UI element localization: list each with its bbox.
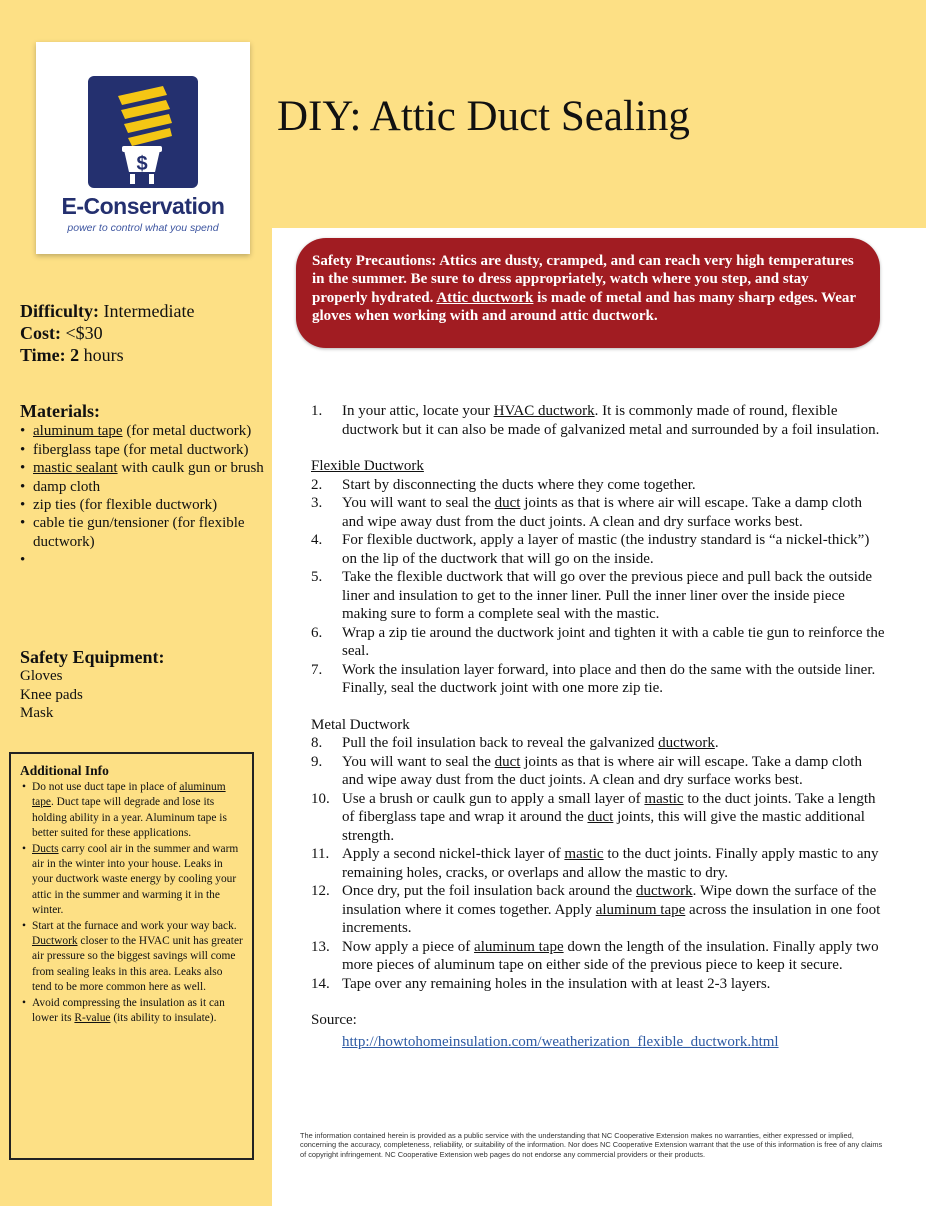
step-number: 6.: [311, 624, 323, 641]
step-text: joints as that is where air will escape. Take a damp cloth and wipe away dust from the duct joints. A clean and dry surface works best.: [342, 753, 862, 788]
step-link[interactable]: mastic: [644, 790, 684, 807]
source-link[interactable]: http://howtohomeinsulation.com/weatherization_flexible_ductwork.html: [342, 1033, 779, 1050]
logo-mark: [88, 76, 198, 188]
material-link[interactable]: aluminum tape: [33, 423, 123, 440]
project-stats: [20, 300, 194, 366]
step-number: 8.: [311, 735, 323, 751]
step-text: Take the flexible ductwork that will go over the previous piece and pull back the outside liner and insulation to get to the inner liner. Pull the inner liner over the inside piece making sure to form a complete seal with the mastic.: [342, 569, 873, 622]
step-text: joints as that is where air will escape. Take a damp cloth and wipe away dust from the duct joints. A clean and dry surface works best.: [342, 495, 862, 530]
step-link[interactable]: duct: [587, 809, 614, 825]
materials-heading: Materials:: [20, 401, 100, 421]
list-item: [32, 780, 244, 842]
step-link[interactable]: ductwork: [635, 883, 693, 899]
step-number: 4.: [311, 532, 323, 548]
step-text: Wrap a zip tie around the ductwork joint and tighten it with a cable tie gun to reinforce the seal.: [342, 624, 885, 659]
step-text: Tape over any remaining holes in the insulation with at least 2-3 layers.: [342, 975, 771, 992]
list-item-empty: [33, 551, 265, 569]
tip-link[interactable]: Ducts: [32, 842, 59, 855]
step-6: [311, 624, 886, 661]
material-text: with caulk gun or brush: [117, 460, 264, 477]
additional-info-heading: Additional Info: [20, 763, 109, 778]
step-link[interactable]: duct: [494, 753, 521, 770]
step-2: [311, 476, 886, 495]
additional-info-list: [20, 780, 244, 1027]
material-text: cable tie gun/tensioner (for flexible ductwork): [33, 515, 245, 550]
cost-row: [20, 322, 194, 344]
list-item: [33, 441, 265, 459]
safety-text: is made of metal and has many sharp edges. Wear gloves when working with and around attic ductwork.: [312, 289, 856, 324]
step-number: 1.: [311, 403, 323, 419]
materials-list: [20, 422, 265, 569]
tip-link[interactable]: R-value: [74, 1012, 111, 1025]
step-link[interactable]: mastic: [564, 846, 604, 862]
safety-precautions-box: [296, 238, 880, 348]
metal-ductwork-heading: Metal Ductwork: [311, 716, 410, 733]
cost-label: Cost:: [20, 323, 61, 343]
list-item: [33, 514, 265, 551]
difficulty-label: Difficulty:: [20, 301, 99, 321]
step-text: . It is commonly made of round, flexible ductwork but it can also be made of galvanized metal and surrounded by a foil insulation.: [342, 403, 880, 438]
list-item: [33, 496, 265, 514]
step-link[interactable]: aluminum tape: [474, 938, 564, 955]
step-text: .: [714, 735, 719, 751]
step-number: 2.: [311, 476, 323, 493]
step-number: 5.: [311, 569, 323, 585]
step-text: Apply a second nickel-thick layer of: [342, 846, 565, 862]
source-section: [311, 1011, 886, 1051]
step-number: 12.: [311, 883, 330, 899]
step-number: 9.: [311, 753, 323, 770]
list-item: [33, 478, 265, 496]
lightbulb-dollar-icon: [88, 76, 198, 188]
additional-info-box: [9, 752, 254, 1160]
tip-text: carry cool air in the summer and warm air in the winter into your house. Leaks in your ductwork waste energy by cooling your attic in the summer and warming it in the winter.: [32, 842, 239, 917]
step-12: [311, 882, 886, 938]
tip-text: closer to the HVAC unit has greater air pressure so the biggest savings will come from sealing leaks in this area. Leaks also tend to be more common here as well.: [32, 935, 243, 994]
step-5: [311, 568, 886, 624]
time-value-unit: hours: [83, 345, 124, 365]
difficulty-row: [20, 300, 194, 322]
instructions: [311, 402, 886, 1051]
step-link[interactable]: HVAC ductwork: [493, 403, 595, 419]
step-number: 14.: [311, 975, 330, 992]
tip-text: Start at the furnace and work your way back.: [32, 919, 237, 932]
tip-text: . Duct tape will degrade and lose its holding ability in a year. Aluminum tape is better suited for these applications.: [32, 796, 227, 840]
list-item: [33, 422, 265, 440]
time-row: [20, 344, 194, 366]
materials-section: [20, 402, 265, 569]
list-item: [32, 842, 244, 919]
tip-text: Avoid compressing the insulation as it can lower its: [32, 996, 225, 1025]
material-text: (for metal ductwork): [122, 423, 252, 440]
step-8: [311, 734, 886, 753]
step-3: [311, 494, 886, 531]
step-link[interactable]: aluminum tape: [595, 901, 686, 918]
safety-equipment-item: Knee pads: [20, 686, 83, 703]
logo-tagline: power to control what you spend: [67, 222, 219, 234]
step-text: Start by disconnecting the ducts where they come together.: [342, 476, 696, 493]
page-title: DIY: Attic Duct Sealing: [277, 93, 690, 140]
safety-equipment-section: [20, 648, 165, 723]
time-label: Time:: [20, 345, 66, 365]
step-number: 11.: [311, 846, 330, 862]
safety-equipment-heading: Safety Equipment:: [20, 647, 165, 667]
step-number: 3.: [311, 495, 323, 511]
material-text: fiberglass tape (for metal ductwork): [33, 441, 249, 458]
step-4: [311, 531, 886, 568]
section-heading-text: Flexible Ductwork: [311, 458, 424, 474]
list-item: [32, 919, 244, 996]
step-text: You will want to seal the: [342, 495, 495, 511]
step-text: Once dry, put the foil insulation back around the: [342, 883, 636, 899]
step-10: [311, 790, 886, 846]
step-13: [311, 938, 886, 975]
logo-name: E-Conservation: [61, 193, 225, 219]
difficulty-value: Intermediate: [103, 301, 195, 321]
tip-link[interactable]: Ductwork: [32, 935, 78, 948]
step-link[interactable]: ductwork: [658, 735, 715, 751]
list-item: [32, 996, 244, 1027]
flexible-ductwork-heading: [311, 457, 886, 476]
step-text: joints, this will give the mastic additional strength.: [342, 809, 865, 844]
step-text: to the duct joints. Finally apply mastic to any remaining holes, cracks, or overlaps and allow the mastic to dry.: [342, 846, 879, 881]
tip-text: Do not use duct tape in place of: [32, 781, 180, 793]
list-item: [33, 459, 265, 477]
step-text: across the insulation in one foot increments.: [342, 901, 881, 936]
step-text: Work the insulation layer forward, into place and then do the same with the outside liner. Finally, seal the ductwork joint with one more zip tie.: [342, 661, 876, 696]
step-text: Use a brush or caulk gun to apply a small layer of: [342, 790, 645, 807]
material-link[interactable]: mastic sealant: [33, 460, 118, 477]
safety-equipment-item: Gloves: [20, 668, 63, 685]
step-text: down the length of the insulation. Finally apply two more pieces of aluminum tape on either side of the previous piece to keep it secure.: [342, 938, 879, 973]
step-text: to the duct joints. Take a length of fiberglass tape and wrap it around the: [342, 790, 876, 825]
step-number: 13.: [311, 938, 330, 955]
step-text: You will want to seal the: [342, 753, 495, 770]
tip-text: (its ability to insulate).: [110, 1012, 217, 1025]
step-text: For flexible ductwork, apply a layer of mastic (the industry standard is “a nickel-thick”) on the lip of the ductwork that will go on the inside.: [342, 532, 870, 567]
step-text: In your attic, locate your: [342, 403, 494, 419]
source-label: Source:: [311, 1012, 357, 1028]
material-text: zip ties (for flexible ductwork): [33, 497, 218, 514]
step-number: 7.: [311, 661, 323, 678]
safety-text: Safety Precautions: Attics are dusty, cramped, and can reach very high temperatures in the summer. Be sure to dress appropriately, watch where you step, and stay properly hydrated.: [312, 253, 854, 306]
step-text: Pull the foil insulation back to reveal the galvanized: [342, 735, 659, 751]
logo: [36, 42, 250, 254]
step-11: [311, 845, 886, 882]
cost-value: <$30: [65, 323, 103, 343]
disclaimer: The information contained herein is provided as a public service with the understanding that NC Cooperative Extension makes no warranties, either expressed or implied, concerning the accuracy, completeness, reliability, or suitability of the information. Nor does NC Cooperative Extension warrant that the use of this information is free of any claims of copyright infringement. NC Cooperative Extension web pages do not endorse any commercial providers or their products.: [300, 1131, 883, 1159]
step-14: [311, 975, 886, 994]
step-7: [311, 661, 886, 698]
safety-equipment-item: Mask: [20, 705, 54, 722]
svg-text:$: $: [136, 153, 148, 175]
step-text: . Wipe down the surface of the insulation where it comes together. Apply: [342, 883, 877, 918]
tip-link[interactable]: aluminum tape: [32, 781, 226, 809]
time-value-number: 2: [70, 345, 80, 365]
step-1: [311, 402, 886, 439]
safety-link[interactable]: Attic ductwork: [436, 289, 534, 306]
step-9: [311, 753, 886, 790]
step-text: Now apply a piece of: [342, 938, 475, 955]
material-text: damp cloth: [33, 478, 101, 495]
step-number: 10.: [311, 790, 330, 807]
step-link[interactable]: duct: [494, 495, 521, 511]
